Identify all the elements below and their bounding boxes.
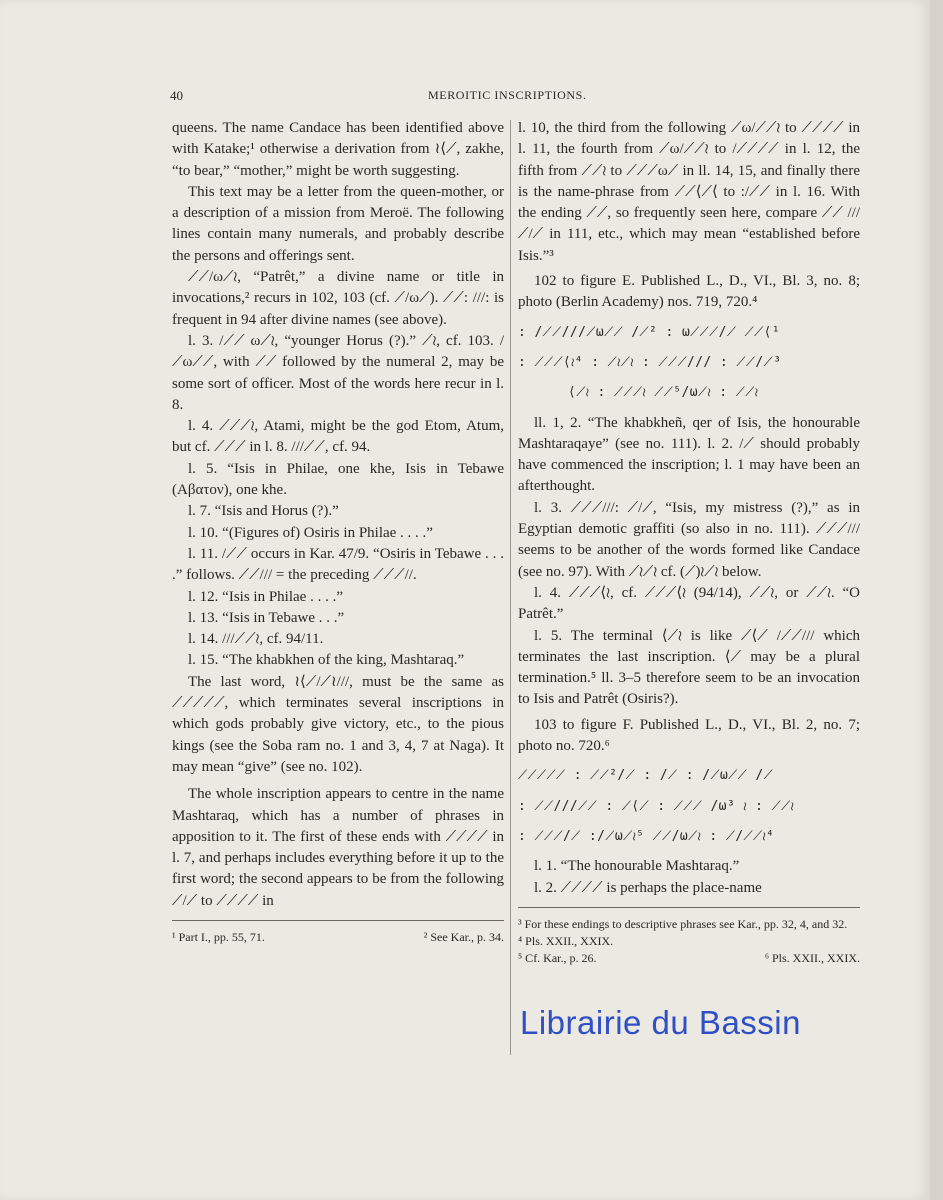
watermark: Librairie du Bassin: [520, 1004, 801, 1041]
paragraph: l. 11. /⟋⟋ occurs in Kar. 47/9. “Osiris in Tebawe . . . .” follows. ⟋⟋/// = the preceding ⟋⟋⟋//.: [172, 545, 504, 584]
footnote: ² See Kar., p. 34.: [423, 929, 504, 944]
footnote: ⁶ Pls. XXII., XXIX.: [764, 950, 860, 965]
paragraph: l. 13. “Isis in Tebawe . . .”: [188, 609, 345, 626]
footnotes: [518, 933, 860, 950]
meroitic-line: : ⟋⟋⟋/⟋ :/⟋ω⟋≀⁵ ⟋⟋/ω⟋≀ : ⟋/⟋⟋≀⁴: [518, 828, 775, 844]
paragraph: l. 5. The terminal ⟨⟋≀ is like ⟋⟨⟋ /⟋⟋/// which terminates the last inscription. ⟨⟋ may be a plural termination.⁵ ll. 3–5 therefore seem to be an invocation to Isis and Patrêt (Osiris?).: [518, 627, 860, 708]
footnote: ¹ Part I., pp. 55, 71.: [172, 929, 265, 944]
paragraph: queens. The name Candace has been identified above with Katake;¹ otherwise a derivation from ≀⟨⟋, zakhe, “to bear,” “mother,” might be worth suggesting.: [172, 120, 504, 179]
column-divider: [510, 120, 511, 1055]
paragraph: 103 to figure F. Published L., D., VI., Bl. 2, no. 7; photo no. 720.⁶: [518, 716, 860, 755]
page-edge: [930, 0, 943, 1200]
paragraph: The last word, ≀⟨⟋/⟋≀///, must be the same as ⟋⟋⟋⟋⟋, which terminates several inscriptions in which gods probably give victory, etc., to the pious kings (see the Soba ram no. 1 and 3, 4, 7 at Naga). It may mean “give” (see no. 102).: [172, 673, 504, 775]
paragraph: l. 4. ⟋⟋⟋≀, Atami, might be the god Etom, Atum, but cf. ⟋⟋⟋ in l. 8. ///⟋⟋, cf. 94.: [172, 418, 504, 456]
running-title: MEROITIC INSCRIPTIONS.: [428, 88, 587, 102]
paragraph: l. 10. “(Figures of) Osiris in Philae . . . .”: [188, 524, 433, 541]
footnote: ³ For these endings to descriptive phrases see Kar., pp. 32, 4, and 32.: [518, 916, 848, 931]
left-column: [172, 118, 504, 946]
footnotes: [518, 950, 860, 967]
paragraph: l. 3. /⟋⟋ ω⟋≀, “younger Horus (?).” ⟋≀, cf. 103. /⟋ω⟋⟋, with ⟋⟋ followed by the numeral 2, may be some sort of officer. Most of the words here recur in l. 8.: [172, 332, 504, 413]
paragraph: ⟋⟋/ω⟋≀, “Patrêt,” a divine name or title in invocations,² recurs in 102, 103 (cf. ⟋/ω⟋). ⟋⟋: ///: is frequent in 94 after divine names (see above).: [172, 269, 504, 328]
meroitic-line: ⟨⟋≀ : ⟋⟋⟋≀ ⟋⟋⁵/ω⟋≀ : ⟋⟋≀: [568, 385, 759, 401]
paragraph: 102 to figure E. Published L., D., VI., Bl. 3, no. 8; photo (Berlin Academy) nos. 719, 720.⁴: [518, 273, 860, 311]
paragraph: l. 7. “Isis and Horus (?).”: [188, 503, 339, 520]
paragraph: l. 15. “The khabkhen of the king, Mashtaraq.”: [188, 652, 465, 669]
paragraph: l. 3. ⟋⟋⟋///: ⟋/⟋, “Isis, my mistress (?),” as in Egyptian demotic graffiti (so also in no. 111). ⟋⟋⟋/// seems to be another of the words formed like Candace (see no. 97). With ⟋≀⟋≀ cf. (⟋)≀⟋≀ below.: [518, 499, 860, 580]
footnote: ⁵ Cf. Kar., p. 26.: [518, 950, 597, 965]
paragraph: l. 14. ///⟋⟋≀, cf. 94/11.: [188, 631, 324, 648]
footnotes: [172, 929, 504, 946]
meroitic-line: : ⟋⟋⟋⟨≀⁴ : ⟋≀⟋≀ : ⟋⟋⟋/// : ⟋⟋/⟋³: [518, 354, 782, 370]
page-number: 40: [170, 88, 183, 103]
footnote-rule: [172, 920, 504, 921]
paragraph: l. 12. “Isis in Philae . . . .”: [188, 588, 343, 605]
paragraph: l. 10, the third from the following ⟋ω/⟋⟋≀ to ⟋⟋⟋⟋ in l. 11, the fourth from ⟋ω/⟋⟋≀ to /⟋⟋⟋⟋ in l. 12, the fifth from ⟋⟋≀ to ⟋⟋⟋ω⟋ in ll. 14, 15, and finally there is the name-phrase from ⟋⟋⟨⟋⟨ to :/⟋⟋ in l. 16. With the ending ⟋⟋, so frequently seen here, compare ⟋⟋ /// ⟋/⟋ in 111, etc., which may mean “established before Isis.”³: [518, 120, 860, 264]
paragraph: l. 1. “The honourable Mashtaraq.”: [534, 858, 740, 875]
footnote: ⁴ Pls. XXII., XXIX.: [518, 933, 614, 948]
meroitic-line: : /⟋⟋///⟋ω⟋⟋ /⟋² : ω⟋⟋⟋/⟋ ⟋⟋⟨¹: [518, 324, 781, 340]
paragraph: l. 4. ⟋⟋⟋⟨≀, cf. ⟋⟋⟋⟨≀ (94/14), ⟋⟋≀, or ⟋⟋≀. “O Patrêt.”: [518, 584, 860, 623]
page-header: [170, 88, 863, 108]
meroitic-line: : ⟋⟋///⟋⟋ : ⟋⟨⟋ : ⟋⟋⟋ /ω³ ≀ : ⟋⟋≀: [518, 798, 795, 814]
paragraph: l. 2. ⟋⟋⟋⟋ is perhaps the place-name: [534, 879, 762, 896]
paragraph: l. 5. “Isis in Philae, one khe, Isis in Tebawe (Αβατον), one khe.: [172, 460, 504, 499]
right-column: [518, 118, 860, 967]
meroitic-line: ⟋⟋⟋⟋⟋ : ⟋⟋²/⟋ : /⟋ : /⟋ω⟋⟋ /⟋: [518, 768, 774, 784]
footnote-rule: [518, 907, 860, 908]
paragraph: This text may be a letter from the queen-mother, or a description of a mission from Meroë. The following lines contain many numerals, and probably describe the persons and offerings sent.: [172, 183, 504, 264]
paragraph: ll. 1, 2. “The khabkheñ, qer of Isis, the honourable Mashtaraqaye” (see no. 111). l. 2. /⟋ should probably have commenced the inscription; l. 1 may have been an afterthought.: [518, 414, 860, 495]
paragraph: The whole inscription appears to centre in the name Mashtaraq, which has a number of phrases in apposition to it. The first of these ends with ⟋⟋⟋⟋ in l. 7, and perhaps includes everything before it up to the first word; the second appears to be from the following ⟋/⟋ to ⟋⟋⟋⟋ in: [172, 786, 504, 909]
